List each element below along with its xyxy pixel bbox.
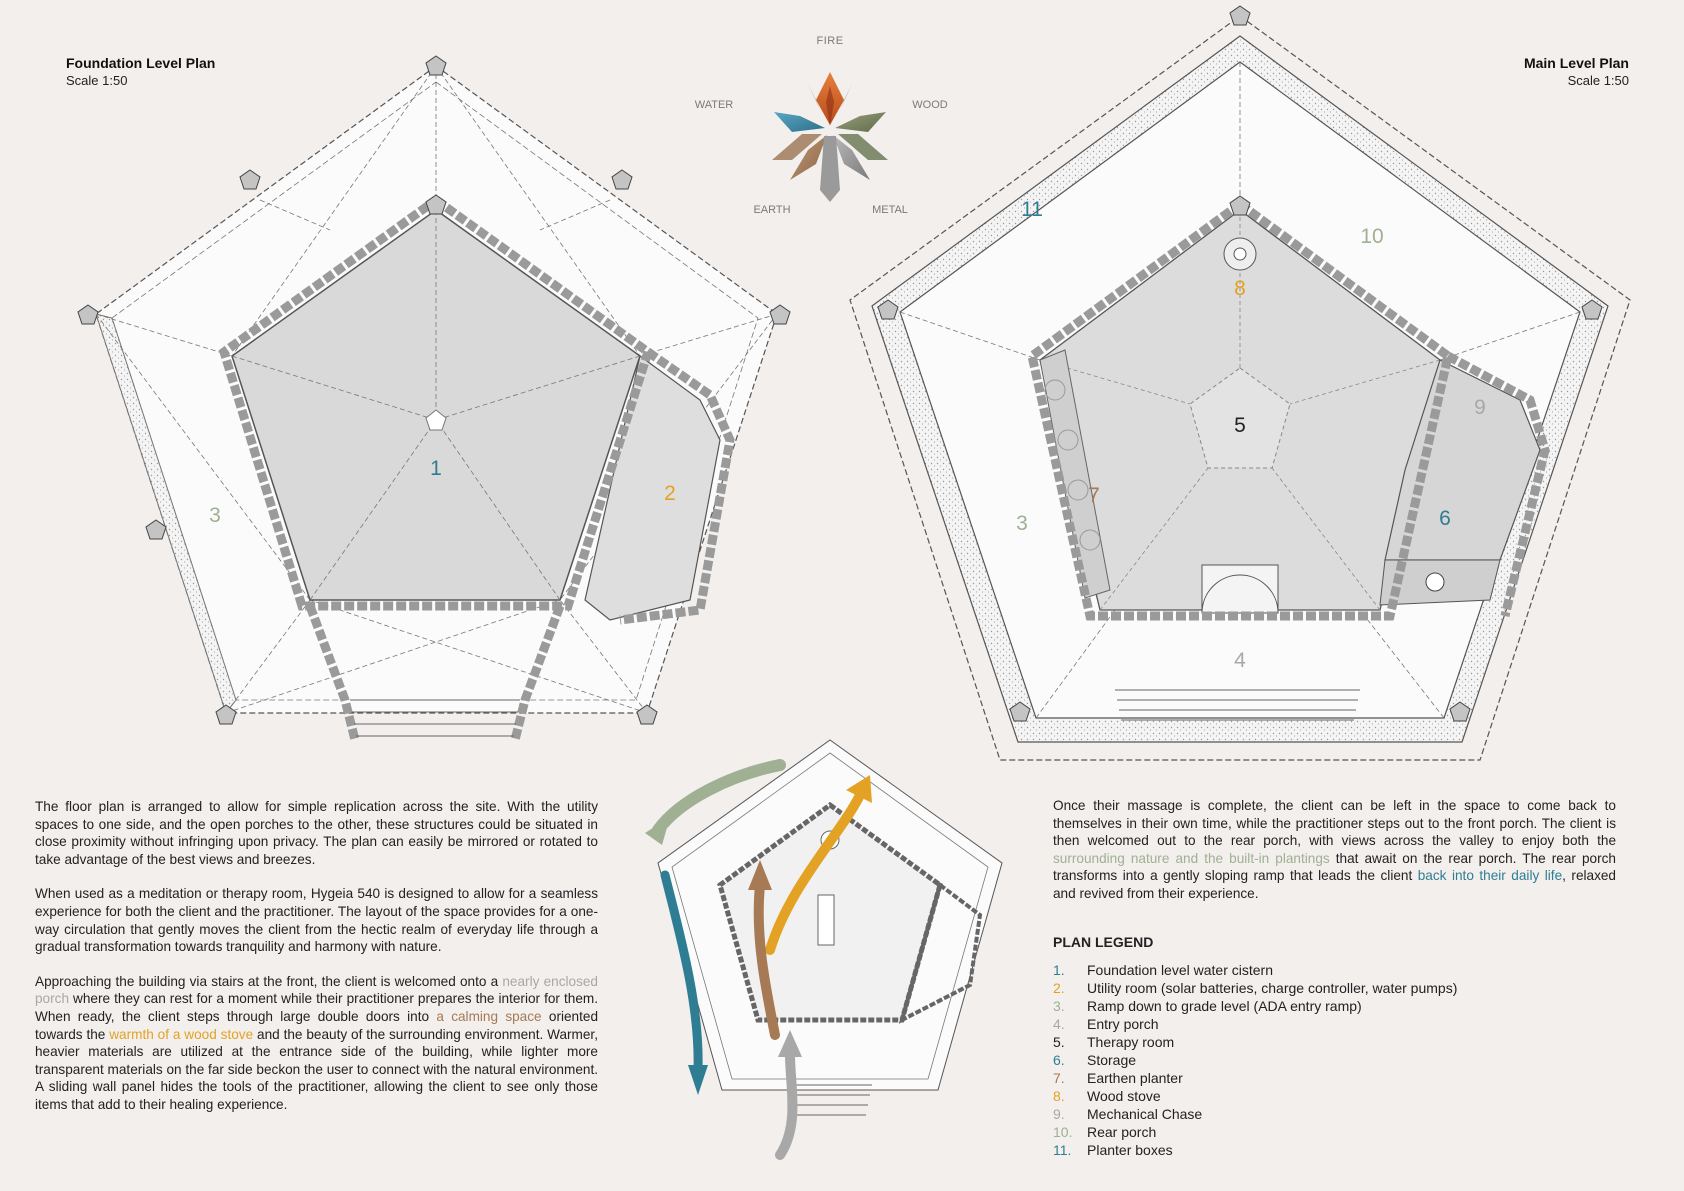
legend-number: 8. <box>1053 1088 1065 1104</box>
legend-label: Ramp down to grade level (ADA entry ramp) <box>1087 998 1362 1014</box>
legend-label: Mechanical Chase <box>1087 1106 1203 1122</box>
legend-item <box>1053 1070 1183 1086</box>
legend-label: Entry porch <box>1087 1016 1159 1032</box>
legend-number: 2. <box>1053 980 1065 996</box>
paragraph-replication: The floor plan is arranged to allow for simple replication across the site. With the utility spaces to one side, and the open porches to the other, these structures could be situated in close proximity without infringing upon privacy. The plan can easily be mirrored or rotated to take advantage of the best views and breezes. <box>35 799 598 867</box>
main-room-7: 7 <box>1088 484 1100 507</box>
description-left <box>35 798 598 1131</box>
legend-number: 11. <box>1053 1142 1072 1158</box>
legend-label: Therapy room <box>1087 1034 1175 1050</box>
main-room-11: 11 <box>1021 198 1043 221</box>
highlight-daily-life: back into their daily life <box>1417 868 1563 884</box>
paragraph-completion: Once their massage is complete, the client can be left in the space to come back to themselves in their own time, while the practitioner steps out to the front porch. The client is then welcomed out to the rear porch, with views across the valley to enjoy both the surrounding nature and the built-in plantings that await on the rear porch. The rear porch transforms into a gently sloping ramp that leads the client back into their daily life, relaxed and revived from their experience. <box>1053 798 1616 901</box>
foundation-plan-title: Foundation Level Plan <box>66 55 216 71</box>
legend-item <box>1053 1088 1161 1104</box>
foundation-room-1: 1 <box>430 457 442 480</box>
highlight-nature: surrounding nature and the built-in plantings <box>1053 850 1330 866</box>
legend-item <box>1053 1052 1136 1068</box>
legend-item <box>1053 1034 1174 1050</box>
highlight-calming: a calming space <box>436 1008 542 1024</box>
legend-label: Rear porch <box>1087 1124 1157 1140</box>
legend-number: 4. <box>1053 1016 1065 1032</box>
main-plan-title: Main Level Plan <box>1523 55 1629 71</box>
fire-label: FIRE <box>816 35 844 47</box>
legend-item <box>1053 1142 1173 1158</box>
main-room-3: 3 <box>1016 512 1028 535</box>
foundation-room-3: 3 <box>209 504 221 527</box>
legend-label: Earthen planter <box>1087 1070 1183 1086</box>
description-right <box>1053 797 1616 920</box>
paragraph-experience: When used as a meditation or therapy room, Hygeia 540 is designed to allow for a seamless experience for both the client and the practitioner. The layout of the space provides for a one-way circulation that gently moves the client from the hectic realm of everyday life through a gradual transformation towards tranquility and harmony with nature. <box>35 886 598 955</box>
main-room-6: 6 <box>1439 507 1451 530</box>
paragraph-approach: Approaching the building via stairs at the front, the client is welcomed onto a nearly enclosed porch where they can rest for a moment while their practitioner prepares the interior for them. When ready, the client steps through large double doors into a calming space oriented towards the warmth of a wood stove and the beauty of the surrounding environment. Warmer, heavier materials are utilized at the entrance side of the building, while lighter more transparent materials on the far side beckon the user to connect with the natural environment. A sliding wall panel hides the tools of the practitioner, allowing the client to see only those items that add to their healing experience. <box>35 973 599 1112</box>
legend-number: 3. <box>1053 998 1065 1014</box>
legend-title: PLAN LEGEND <box>1053 934 1154 950</box>
wood-label: WOOD <box>912 99 948 111</box>
legend-number: 7. <box>1053 1070 1065 1086</box>
legend-label: Utility room (solar batteries, charge controller, water pumps) <box>1087 980 1458 996</box>
main-room-5: 5 <box>1234 414 1246 437</box>
foundation-level-plan <box>0 0 840 760</box>
foundation-room-2: 2 <box>664 482 676 505</box>
highlight-porch: nearly enclosed porch <box>35 973 598 1007</box>
legend-item <box>1053 962 1273 978</box>
legend-label: Storage <box>1087 1052 1137 1068</box>
legend-number: 5. <box>1053 1034 1065 1050</box>
main-room-4: 4 <box>1234 649 1246 672</box>
legend-number: 6. <box>1053 1052 1065 1068</box>
main-level-plan <box>840 0 1684 790</box>
legend-item <box>1053 1106 1202 1122</box>
water-label: WATER <box>694 99 734 111</box>
legend-item <box>1053 1016 1159 1032</box>
main-plan-scale: Scale 1:50 <box>1567 73 1629 88</box>
metal-label: METAL <box>872 204 908 216</box>
legend-number: 1. <box>1053 962 1065 978</box>
main-room-10: 10 <box>1360 225 1384 248</box>
legend-item <box>1053 980 1457 996</box>
circulation-diagram <box>640 735 1020 1175</box>
legend-number: 10. <box>1053 1124 1073 1140</box>
legend-label: Wood stove <box>1087 1088 1161 1104</box>
legend-item <box>1053 1124 1156 1140</box>
main-room-9: 9 <box>1474 396 1486 419</box>
legend-label: Foundation level water cistern <box>1087 962 1273 978</box>
foundation-plan-scale: Scale 1:50 <box>66 73 128 88</box>
legend-label: Planter boxes <box>1087 1142 1173 1158</box>
earth-label: EARTH <box>753 204 791 216</box>
highlight-stove: warmth of a wood stove <box>109 1026 254 1042</box>
main-room-8: 8 <box>1234 277 1246 300</box>
legend-number: 9. <box>1053 1106 1065 1122</box>
legend-item <box>1053 998 1362 1014</box>
